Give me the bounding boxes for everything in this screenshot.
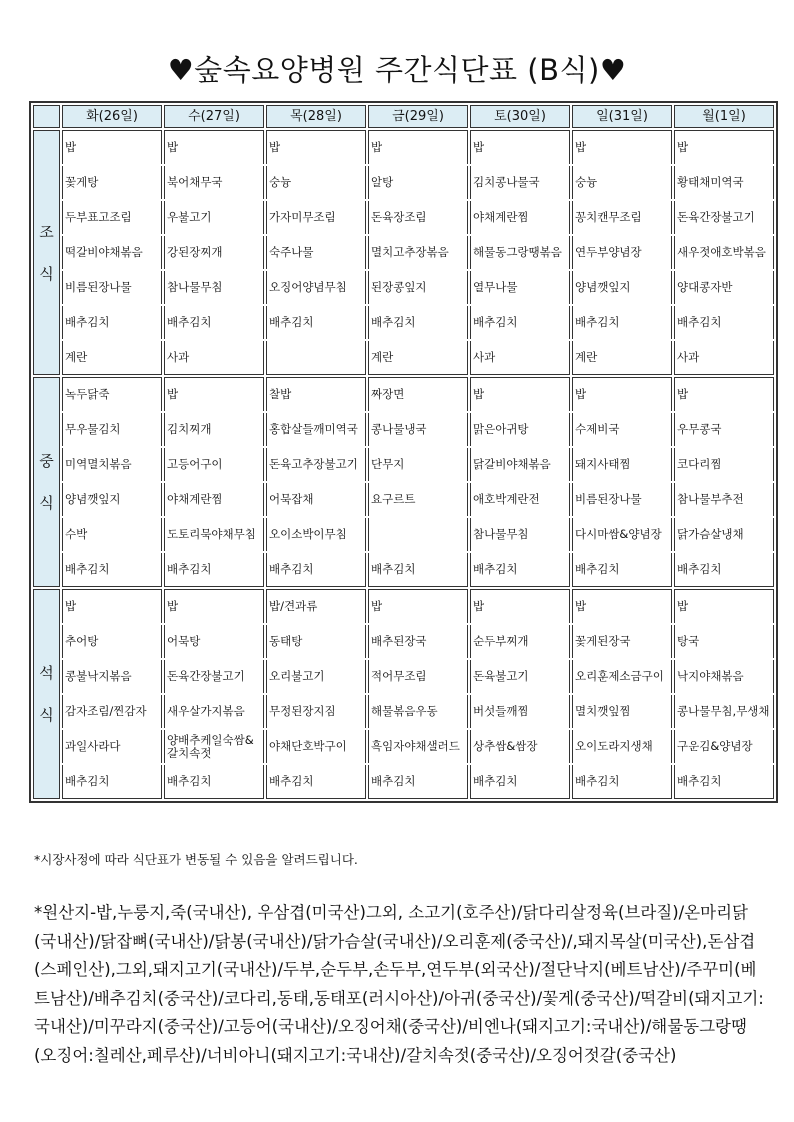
menu-item: 야채계란찜 <box>164 483 264 516</box>
menu-item: 두부표고조림 <box>62 201 162 234</box>
menu-item: 강된장찌개 <box>164 236 264 269</box>
menu-item: 야채단호박구이 <box>266 730 366 763</box>
menu-item: 배추김치 <box>674 765 774 799</box>
menu-item: 오징어양념무침 <box>266 271 366 304</box>
menu-item: 감자조림/찐감자 <box>62 695 162 728</box>
menu-item: 무우물김치 <box>62 413 162 446</box>
menu-row <box>33 341 774 375</box>
menu-item: 닭갈비야채볶음 <box>470 448 570 481</box>
meal-label-text: 중식 <box>39 452 54 512</box>
menu-item: 사과 <box>674 341 774 375</box>
menu-item: 밥 <box>164 377 264 411</box>
menu-item: 배추김치 <box>164 553 264 587</box>
menu-item: 밥 <box>164 130 264 164</box>
menu-item: 밥 <box>62 130 162 164</box>
menu-item: 계란 <box>368 341 468 375</box>
menu-item: 돈육장조림 <box>368 201 468 234</box>
menu-item: 배추김치 <box>62 765 162 799</box>
menu-item: 멸치고추장볶음 <box>368 236 468 269</box>
weekly-menu-table <box>29 101 778 803</box>
menu-item: 콩나물무침,무생채 <box>674 695 774 728</box>
menu-item: 배추김치 <box>572 553 672 587</box>
corner-cell <box>33 105 60 128</box>
menu-item: 돼지사태찜 <box>572 448 672 481</box>
meal-label <box>33 589 60 799</box>
menu-item: 맑은아귀탕 <box>470 413 570 446</box>
menu-item: 배추김치 <box>368 765 468 799</box>
menu-item: 돈육고추장불고기 <box>266 448 366 481</box>
menu-item: 어묵잡채 <box>266 483 366 516</box>
menu-item: 순두부찌개 <box>470 625 570 658</box>
menu-item: 계란 <box>572 341 672 375</box>
menu-item: 배추김치 <box>470 306 570 339</box>
menu-item: 양대콩자반 <box>674 271 774 304</box>
menu-item: 어묵탕 <box>164 625 264 658</box>
menu-item: 배추김치 <box>164 306 264 339</box>
menu-item: 연두부양념장 <box>572 236 672 269</box>
menu-item: 배추김치 <box>470 765 570 799</box>
menu-item: 양념깻잎지 <box>62 483 162 516</box>
menu-item: 배추된장국 <box>368 625 468 658</box>
menu-item: 배추김치 <box>266 553 366 587</box>
menu-item: 배추김치 <box>572 306 672 339</box>
menu-item: 녹두닭죽 <box>62 377 162 411</box>
menu-row <box>33 166 774 199</box>
menu-item: 짜장면 <box>368 377 468 411</box>
menu-item: 새우살가지볶음 <box>164 695 264 728</box>
meal-label-text: 조식 <box>39 222 54 283</box>
menu-item: 북어채무국 <box>164 166 264 199</box>
menu-item: 낙지야채볶음 <box>674 660 774 693</box>
menu-row <box>33 625 774 658</box>
day-header: 목(28일) <box>266 105 366 128</box>
menu-item: 계란 <box>62 341 162 375</box>
menu-item: 양배추케일숙쌈&갈치속젓 <box>164 730 264 763</box>
menu-item: 밥 <box>62 589 162 623</box>
menu-item: 도토리묵야채무침 <box>164 518 264 551</box>
menu-item: 배추김치 <box>674 306 774 339</box>
menu-row <box>33 553 774 587</box>
menu-item: 배추김치 <box>62 553 162 587</box>
menu-item: 배추김치 <box>368 553 468 587</box>
menu-item: 사과 <box>164 341 264 375</box>
menu-item: 밥 <box>470 377 570 411</box>
menu-row <box>33 518 774 551</box>
menu-item: 요구르트 <box>368 483 468 516</box>
menu-item: 과일사라다 <box>62 730 162 763</box>
menu-item: 오리훈제소금구이 <box>572 660 672 693</box>
menu-item: 동태탕 <box>266 625 366 658</box>
menu-item: 탕국 <box>674 625 774 658</box>
header-row <box>33 105 774 128</box>
menu-row <box>33 413 774 446</box>
menu-item: 밥 <box>674 130 774 164</box>
meal-label <box>33 130 60 375</box>
meal-label-text: 석식 <box>39 664 54 724</box>
menu-item: 양념깻잎지 <box>572 271 672 304</box>
menu-item: 추어탕 <box>62 625 162 658</box>
menu-item: 배추김치 <box>266 306 366 339</box>
menu-item: 애호박계란전 <box>470 483 570 516</box>
menu-item: 배추김치 <box>62 306 162 339</box>
menu-item: 콩나물냉국 <box>368 413 468 446</box>
menu-item: 수제비국 <box>572 413 672 446</box>
menu-row <box>33 765 774 799</box>
menu-item: 단무지 <box>368 448 468 481</box>
menu-item: 된장콩잎지 <box>368 271 468 304</box>
menu-item: 비름된장나물 <box>572 483 672 516</box>
menu-item: 밥/견과류 <box>266 589 366 623</box>
menu-item: 배추김치 <box>266 765 366 799</box>
menu-row <box>33 483 774 516</box>
day-header: 화(26일) <box>62 105 162 128</box>
menu-item: 오리불고기 <box>266 660 366 693</box>
menu-item: 숙주나물 <box>266 236 366 269</box>
menu-item: 구운김&양념장 <box>674 730 774 763</box>
menu-item: 다시마쌈&양념장 <box>572 518 672 551</box>
menu-item: 사과 <box>470 341 570 375</box>
day-header: 수(27일) <box>164 105 264 128</box>
menu-item: 코다리찜 <box>674 448 774 481</box>
menu-row <box>33 448 774 481</box>
menu-item: 상추쌈&쌈장 <box>470 730 570 763</box>
menu-row <box>33 306 774 339</box>
menu-item: 콩불낙지볶음 <box>62 660 162 693</box>
menu-item: 알탕 <box>368 166 468 199</box>
menu-item: 수박 <box>62 518 162 551</box>
menu-item: 떡갈비야채볶음 <box>62 236 162 269</box>
menu-item: 해물볶음우동 <box>368 695 468 728</box>
menu-item: 멸치깻잎찜 <box>572 695 672 728</box>
menu-item: 적어무조림 <box>368 660 468 693</box>
menu-item: 밥 <box>674 589 774 623</box>
menu-item: 숭늉 <box>266 166 366 199</box>
day-header: 월(1일) <box>674 105 774 128</box>
menu-item: 밥 <box>470 130 570 164</box>
menu-item: 흑임자야채샐러드 <box>368 730 468 763</box>
menu-item <box>368 518 468 551</box>
menu-item: 밥 <box>674 377 774 411</box>
menu-item: 밥 <box>572 377 672 411</box>
menu-item <box>266 341 366 375</box>
menu-item: 참나물무침 <box>470 518 570 551</box>
menu-row <box>33 271 774 304</box>
menu-row <box>33 236 774 269</box>
menu-item: 닭가슴살냉채 <box>674 518 774 551</box>
menu-item: 배추김치 <box>470 553 570 587</box>
menu-item: 밥 <box>368 589 468 623</box>
menu-row <box>33 730 774 763</box>
menu-item: 참나물무침 <box>164 271 264 304</box>
menu-item: 김치콩나물국 <box>470 166 570 199</box>
menu-row <box>33 377 774 411</box>
day-header: 일(31일) <box>572 105 672 128</box>
menu-item: 배추김치 <box>674 553 774 587</box>
menu-item: 밥 <box>572 589 672 623</box>
menu-item: 숭늉 <box>572 166 672 199</box>
menu-item: 해물동그랑땡볶음 <box>470 236 570 269</box>
menu-item: 미역멸치볶음 <box>62 448 162 481</box>
menu-item: 우무콩국 <box>674 413 774 446</box>
menu-item: 돈육불고기 <box>470 660 570 693</box>
menu-row <box>33 695 774 728</box>
menu-row <box>33 201 774 234</box>
menu-item: 김치찌개 <box>164 413 264 446</box>
menu-item: 황태채미역국 <box>674 166 774 199</box>
menu-item: 밥 <box>164 589 264 623</box>
menu-body <box>33 130 774 799</box>
menu-item: 돈육간장불고기 <box>674 201 774 234</box>
day-header: 토(30일) <box>470 105 570 128</box>
menu-item: 밥 <box>368 130 468 164</box>
menu-item: 비름된장나물 <box>62 271 162 304</box>
menu-item: 꽃게탕 <box>62 166 162 199</box>
menu-row <box>33 589 774 623</box>
menu-item: 야채계란찜 <box>470 201 570 234</box>
menu-item: 오이소박이무침 <box>266 518 366 551</box>
menu-item: 배추김치 <box>572 765 672 799</box>
menu-item: 버섯들깨찜 <box>470 695 570 728</box>
menu-item: 배추김치 <box>164 765 264 799</box>
change-notice: *시장사정에 따라 식단표가 변동될 수 있음을 알려드립니다. <box>34 852 358 867</box>
menu-item: 꽁치캔무조림 <box>572 201 672 234</box>
menu-item: 밥 <box>266 130 366 164</box>
menu-item: 고등어구이 <box>164 448 264 481</box>
menu-item: 밥 <box>470 589 570 623</box>
origin-notice: *원산지-밥,누룽지,죽(국내산), 우삼겹(미국산)그외, 소고기(호주산)/닭다리살정육(브라질)/온마리닭(국내산)/닭잡뼈(국내산)/닭봉(국내산)/닭가슴살(국내산)/오리훈제(중국산)/,돼지목살(미국산),돈삼겹(스페인산),그외,돼지고기(국내산)/두부,순두부,손두부,연두부(외국산)/절단낙지(베트남산)/주꾸미(베트남산)/배추김치(중국산)/코다리,동태,동태포(러시아산)/아귀(중국산)/꽃게(중국산)/떡갈비(돼지고기:국내산)/미꾸라지(중국산)/고등어(국내산)/오징어채(중국산)/비엔나(돼지고기:국내산)/해물동그랑땡(오징어:칠레산,페루산)/너비아니(돼지고기:국내산)/갈치속젓(중국산)/오징어젓갈(중국산) <box>34 903 764 1065</box>
menu-item: 배추김치 <box>368 306 468 339</box>
menu-item: 꽃게된장국 <box>572 625 672 658</box>
menu-item: 찰밥 <box>266 377 366 411</box>
meal-label <box>33 377 60 587</box>
menu-item: 우불고기 <box>164 201 264 234</box>
menu-item: 새우젓애호박볶음 <box>674 236 774 269</box>
menu-item: 무정된장지짐 <box>266 695 366 728</box>
page-title: ♥숲속요양병원 주간식단표 (B식)♥ <box>167 53 627 87</box>
menu-item: 참나물부추전 <box>674 483 774 516</box>
menu-row <box>33 660 774 693</box>
menu-item: 홍합살들깨미역국 <box>266 413 366 446</box>
menu-item: 열무나물 <box>470 271 570 304</box>
menu-row <box>33 130 774 164</box>
menu-item: 돈육간장불고기 <box>164 660 264 693</box>
menu-item: 오이도라지생채 <box>572 730 672 763</box>
menu-item: 가자미무조림 <box>266 201 366 234</box>
day-header: 금(29일) <box>368 105 468 128</box>
menu-item: 밥 <box>572 130 672 164</box>
